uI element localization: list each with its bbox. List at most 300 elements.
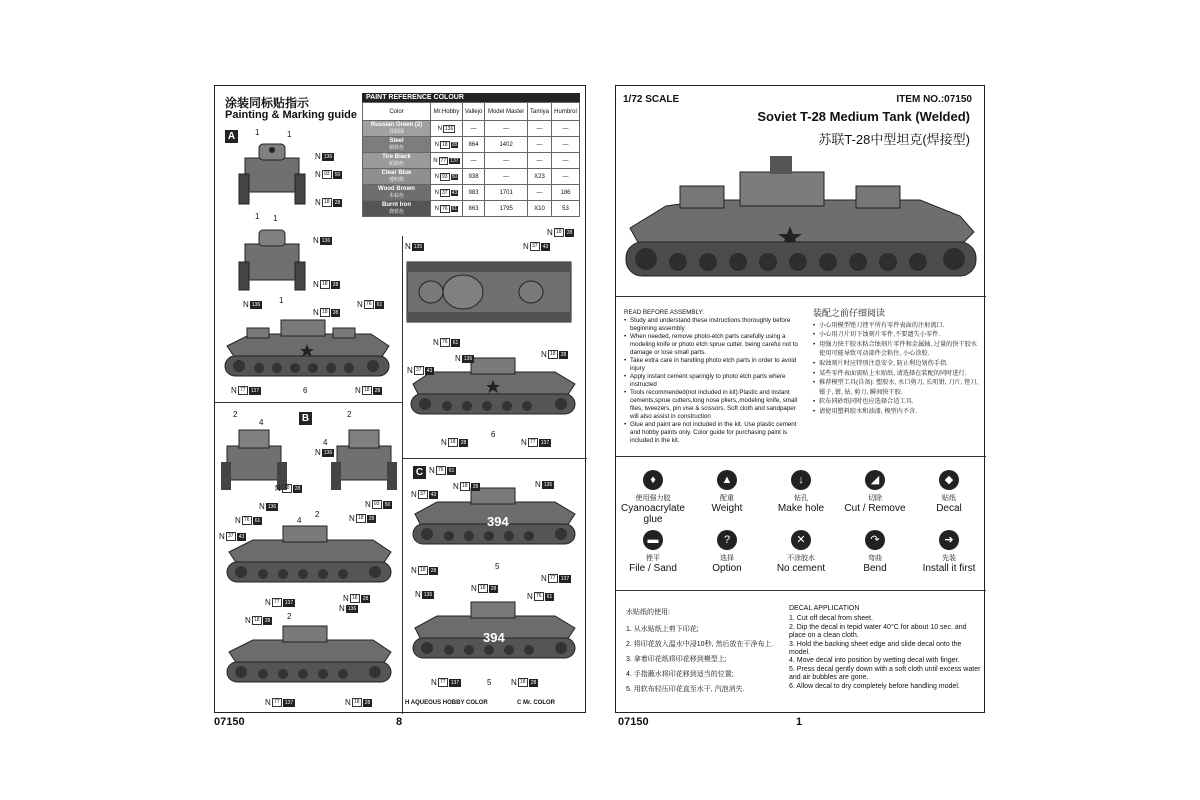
- callout-code: 136: [267, 503, 277, 510]
- symbol-label-en: Install it first: [922, 563, 976, 574]
- symbol-label-cn: 钻孔: [794, 495, 808, 502]
- part-number: 5: [495, 562, 500, 571]
- list-item: • 软布同砂纸同时也应选择合适工具.: [813, 397, 983, 407]
- callout-code: 18: [554, 228, 564, 237]
- symbol-weight: [690, 470, 764, 514]
- callout-code: 18: [478, 584, 488, 593]
- install-first-icon: ➜: [939, 530, 959, 550]
- list-item: 4. 手指蘸水将印花移到适当的位置;: [626, 671, 734, 678]
- callout-label: [527, 592, 554, 601]
- callout-label: [541, 350, 568, 359]
- callout-code-2: 28: [362, 595, 369, 602]
- left-page-code: 07150: [214, 716, 245, 728]
- symbol-cut-remove: [838, 470, 912, 514]
- code-prefix: N: [434, 173, 440, 180]
- callout-n: N: [245, 616, 251, 625]
- list-item: • Glue and paint are not included in the kit. Use plastic cement and hobby paints only. Color guide for purchasing paint is included in the kit.: [624, 421, 804, 445]
- paint-table-caption: PAINT REFERENCE COLOUR: [362, 93, 580, 102]
- callout-n: N: [365, 500, 371, 509]
- callout-code-2: 28: [560, 351, 567, 358]
- read-before-assembly-en: [624, 309, 804, 445]
- callout-code-2: 28: [334, 199, 341, 206]
- callout-n: N: [243, 300, 249, 309]
- part-number: 4: [323, 438, 328, 447]
- no-cement-icon: ✕: [791, 530, 811, 550]
- callout-code-2: 28: [430, 567, 437, 574]
- left-page-number: 8: [396, 716, 403, 728]
- model-master-code: —: [485, 121, 528, 137]
- list-item: 5. 用软布轻压印花直至水干, 汽泡消失.: [626, 686, 745, 693]
- divider: [616, 590, 986, 591]
- color-name: [363, 153, 431, 169]
- callout-label: [521, 438, 551, 447]
- symbol-label-cn: 配重: [720, 495, 734, 502]
- callout-code: 37: [418, 490, 428, 499]
- callout-code: 18: [548, 350, 558, 359]
- symbol-label-en: Bend: [863, 563, 887, 574]
- callout-n: N: [345, 698, 351, 707]
- callout-n: N: [235, 516, 241, 525]
- color-cn: 木棕色: [388, 192, 404, 199]
- tank-side-view-a-left: [221, 310, 393, 386]
- table-row: [363, 201, 580, 217]
- callout-label: [453, 482, 480, 491]
- color-cn: 苏联绿: [388, 128, 404, 135]
- callout-n: N: [265, 598, 271, 607]
- color-name: [363, 201, 431, 217]
- callout-label: [231, 386, 261, 395]
- callout-n: N: [415, 590, 421, 599]
- symbol-label-cn: 使用强力胶: [635, 495, 671, 502]
- list-item: 3. Hold the backing sheet edge and slide decal onto the model.: [789, 640, 962, 657]
- callout-code: 136: [347, 605, 357, 612]
- legend-mr-color: [517, 700, 555, 706]
- paint-table-header: [363, 103, 580, 121]
- tamiya-code: —: [528, 185, 552, 201]
- list-item: • 请使用塑料胶水和油漆, 模型内不含.: [813, 407, 983, 417]
- list-item: • When needed, remove photo-etch parts carefully using a modeling knife or photo etch sprue cutter. being careful not to damage or lose small parts.: [624, 333, 804, 357]
- scale-label: 1/72 SCALE: [623, 94, 680, 105]
- callout-n: N: [411, 566, 417, 575]
- paint-reference-table: [362, 93, 580, 217]
- table-row: [363, 153, 580, 169]
- code-value: 18: [442, 141, 448, 148]
- part-number: 2: [233, 410, 238, 419]
- color-cn: 烧铁色: [388, 208, 404, 215]
- callout-n: N: [315, 170, 321, 179]
- read-cn-heading: 装配之前仔细阅读: [813, 308, 886, 318]
- list-item: • Take extra care in handling photo etch parts in order to avoid injury: [624, 357, 804, 373]
- callout-label: [313, 236, 332, 245]
- list-item: 5. Press decal gently down with a soft cloth until excess water and air bubbles are gone.: [789, 665, 981, 682]
- callout-n: N: [455, 354, 461, 363]
- divider: [402, 458, 587, 459]
- callout-label: [245, 616, 272, 625]
- callout-n: N: [339, 604, 345, 613]
- callout-label: [455, 354, 474, 363]
- code-value: 77: [440, 157, 447, 164]
- mr-hobby-code: [431, 121, 463, 137]
- callout-code-2: 28: [364, 699, 371, 706]
- part-number: 4: [297, 516, 302, 525]
- symbol-label-en: Weight: [711, 503, 743, 514]
- callout-label: [431, 678, 461, 687]
- callout-n: N: [541, 574, 547, 583]
- callout-label: [441, 438, 468, 447]
- header-tamiya: Tamiya: [528, 103, 552, 121]
- color-en: Russian Green (2): [370, 121, 423, 128]
- color-name: [363, 185, 431, 201]
- part-number: 1: [255, 212, 260, 221]
- divider: [616, 456, 986, 457]
- painting-guide-title-en: Painting & Marking guide: [225, 109, 358, 121]
- callout-code-2: 28: [368, 515, 375, 522]
- callout-n: N: [265, 698, 271, 707]
- callout-code-2: 137: [450, 679, 460, 686]
- callout-n: N: [527, 592, 533, 601]
- callout-code: 18: [518, 678, 528, 687]
- painting-guide-page: [214, 85, 586, 713]
- list-item: • 推荐模型工具(自备): 塑胶水, 水口剪刀, 长咀钳, 刀片, 锉刀, 镊子, 钳, 钻, 剪刀, 瞬间快干胶.: [813, 378, 983, 397]
- callout-code-2: 43: [426, 367, 433, 374]
- callout-code-2: 137: [250, 387, 260, 394]
- callout-code-2: 28: [264, 617, 271, 624]
- callout-code: 18: [350, 594, 360, 603]
- humbrol-code: 186: [552, 185, 580, 201]
- callout-code-2: 28: [374, 387, 381, 394]
- callout-n: N: [471, 584, 477, 593]
- symbol-install-first: [912, 530, 986, 574]
- list-item: • Tools recommended(not included in kit):Plastic and instant cements,sprue cutters,long nose pliers,,modeling knife, small files, tweezers, pin vise & scissors. Soft cloth and sandpaper will also assist in construction: [624, 389, 804, 421]
- tamiya-code: X23: [528, 169, 552, 185]
- symbol-option: [690, 530, 764, 574]
- callout-label: [315, 152, 334, 161]
- model-master-code: 1701: [485, 185, 528, 201]
- callout-label: [547, 228, 574, 237]
- color-cn: 轮胎色: [388, 160, 404, 167]
- list-item: • 小心用刀片切下蚀刻片零件,不要遗失小零件.: [813, 330, 983, 340]
- callout-label: [315, 170, 342, 179]
- symbol-label-en: Cut / Remove: [844, 503, 906, 514]
- callout-n: N: [357, 300, 363, 309]
- tank-side-view-b2: [223, 616, 395, 692]
- vallejo-code: —: [462, 121, 484, 137]
- callout-code: 18: [448, 438, 458, 447]
- right-page-code: 07150: [618, 716, 649, 728]
- symbol-file-sand: [616, 530, 690, 574]
- callout-label: [365, 500, 392, 509]
- callout-code: 18: [322, 198, 332, 207]
- callout-label: [219, 532, 246, 541]
- callout-n: N: [429, 466, 435, 475]
- callout-n: N: [541, 350, 547, 359]
- symbol-bend: [838, 530, 912, 574]
- callout-label: [471, 584, 498, 593]
- list-item: • Apply instant cement sparingly to photo etch parts where instructed: [624, 373, 804, 389]
- symbol-label-en: Cyanoacrylate glue: [621, 503, 685, 525]
- callout-code: 18: [418, 566, 428, 575]
- callout-code-2: 43: [430, 491, 437, 498]
- decal-instructions-en: [789, 605, 984, 691]
- weight-icon: ▲: [717, 470, 737, 490]
- table-row: [363, 169, 580, 185]
- color-en: Burnt Iron: [382, 201, 411, 208]
- code-value: 136: [444, 125, 454, 132]
- callout-code-2: 61: [448, 467, 455, 474]
- callout-n: N: [547, 228, 553, 237]
- callout-label: [541, 574, 571, 583]
- model-master-code: —: [485, 169, 528, 185]
- drill-icon: ↓: [791, 470, 811, 490]
- callout-code-2: 28: [566, 229, 573, 236]
- callout-code-2: 137: [540, 439, 550, 446]
- callout-label: [315, 448, 334, 457]
- callout-n: N: [315, 152, 321, 161]
- section-a-marker: A: [225, 130, 238, 143]
- list-item: 4. Move decal into position by wetting decal with finger.: [789, 657, 960, 665]
- header-mr-hobby: Mr.Hobby: [431, 103, 463, 121]
- callout-label: [411, 566, 438, 575]
- code-prefix: N: [434, 205, 440, 212]
- callout-label: [405, 242, 424, 251]
- decal-instructions-cn: [626, 605, 791, 697]
- file-icon: ▬: [643, 530, 663, 550]
- read-before-assembly-cn: [813, 309, 983, 417]
- callout-code-2: 137: [284, 599, 294, 606]
- tank-profile-illustration: [620, 146, 982, 288]
- mr-hobby-code: [431, 169, 463, 185]
- callout-code-2: 28: [460, 439, 467, 446]
- callout-label: [511, 678, 538, 687]
- tamiya-code: —: [528, 121, 552, 137]
- callout-n: N: [431, 678, 437, 687]
- list-item: 3. 拿着印花纸将印花移到模型上;: [626, 656, 727, 663]
- callout-label: [411, 490, 438, 499]
- list-item: 1. Cut off decal from sheet.: [789, 615, 873, 623]
- callout-code: 76: [364, 300, 374, 309]
- hull-number-c2: 394: [483, 630, 505, 645]
- callout-code: 77: [528, 438, 538, 447]
- list-item: 1. 从水贴纸上剪下印花;: [626, 626, 699, 633]
- tank-title-en: Soviet T-28 Medium Tank (Welded): [757, 109, 970, 124]
- code-value: 93: [442, 173, 448, 180]
- code-value-2: 43: [451, 189, 458, 196]
- humbrol-code: 53: [552, 201, 580, 217]
- vallejo-code: —: [462, 153, 484, 169]
- symbol-label-cn: 不涂胶水: [787, 555, 815, 562]
- callout-label: [339, 604, 358, 613]
- vallejo-code: 863: [462, 201, 484, 217]
- mr-hobby-code: [431, 153, 463, 169]
- model-master-code: 1795: [485, 201, 528, 217]
- table-row: [363, 121, 580, 137]
- legend-label: Mr. COLOR: [523, 700, 556, 706]
- callout-n: N: [355, 386, 361, 395]
- symbol-label-en: File / Sand: [629, 563, 677, 574]
- symbol-label-en: Decal: [936, 503, 962, 514]
- legend-label: AQUEOUS HOBBY COLOR: [410, 700, 488, 706]
- vallejo-code: 938: [462, 169, 484, 185]
- humbrol-code: —: [552, 169, 580, 185]
- callout-label: [265, 598, 295, 607]
- tank-side-view-b1: [223, 516, 395, 592]
- section-c-marker: C: [413, 466, 426, 479]
- callout-code-2: 50: [384, 501, 391, 508]
- callout-code-2: 50: [334, 171, 341, 178]
- callout-label: [535, 480, 554, 489]
- callout-code-2: 61: [376, 301, 383, 308]
- tank-top-view: [401, 256, 577, 328]
- color-en: Steel: [389, 137, 404, 144]
- header-color: Color: [363, 103, 431, 121]
- vallejo-code: 864: [462, 137, 484, 153]
- callout-n: N: [433, 338, 439, 347]
- symbol-label-cn: 选择: [720, 555, 734, 562]
- callout-label: [355, 386, 382, 395]
- decal-cn-heading: 水贴纸的使用:: [626, 609, 670, 616]
- glue-icon: ♦: [643, 470, 663, 490]
- humbrol-code: —: [552, 137, 580, 153]
- part-number: 4: [259, 418, 264, 427]
- callout-code-2: 61: [254, 517, 261, 524]
- callout-code: 18: [460, 482, 470, 491]
- code-prefix: N: [433, 157, 438, 164]
- humbrol-code: —: [552, 153, 580, 169]
- symbol-decal: [912, 470, 986, 514]
- code-value-2: 50: [451, 173, 458, 180]
- callout-code-2: 28: [332, 281, 339, 288]
- list-item: 2. Dip the decal in tepid water 40°C for about 10 sec. and place on a clean cloth.: [789, 623, 967, 640]
- callout-label: [415, 590, 434, 599]
- legend-aqueous: [405, 700, 488, 706]
- callout-code: 135: [413, 243, 423, 250]
- divider: [402, 402, 403, 714]
- code-value-2: 28: [451, 141, 458, 148]
- callout-n: N: [313, 236, 319, 245]
- list-item: 6. Allow decal to dry completely before handling model.: [789, 682, 960, 690]
- callout-code-2: 28: [294, 485, 301, 492]
- header-model-master: Model Master: [485, 103, 528, 121]
- callout-label: [275, 484, 302, 493]
- table-row: [363, 185, 580, 201]
- callout-code: 76: [534, 592, 544, 601]
- callout-label: [265, 698, 295, 707]
- color-en: Wood Brown: [378, 185, 415, 192]
- callout-code: 18: [252, 616, 262, 625]
- part-number: 5: [487, 678, 492, 687]
- code-value-2: 61: [451, 205, 458, 212]
- item-number: ITEM NO.:07150: [896, 94, 972, 105]
- part-number: 2: [347, 410, 352, 419]
- callout-n: N: [259, 502, 265, 511]
- part-number: 2: [287, 612, 292, 621]
- header-vallejo: Vallejo: [462, 103, 484, 121]
- part-number: 6: [303, 386, 308, 395]
- callout-n: N: [441, 438, 447, 447]
- callout-label: [343, 594, 370, 603]
- decal-icon: ◆: [939, 470, 959, 490]
- callout-code: 77: [548, 574, 558, 583]
- callout-n: N: [313, 308, 319, 317]
- callout-label: [345, 698, 372, 707]
- callout-n: N: [405, 242, 411, 251]
- part-number: 6: [491, 430, 496, 439]
- callout-code: 136: [543, 481, 553, 488]
- callout-code-2: 137: [560, 575, 570, 582]
- tank-rear-view-b1: [331, 424, 397, 494]
- callout-code: 18: [352, 698, 362, 707]
- right-page-number: 1: [796, 716, 803, 728]
- tank-side-view-a-right: [407, 354, 579, 422]
- code-prefix: N: [434, 189, 440, 196]
- divider: [215, 402, 402, 403]
- header-humbrol: Humbrol: [552, 103, 580, 121]
- symbol-label-cn: 先装: [942, 555, 956, 562]
- color-name: [363, 121, 431, 137]
- color-en: Clear Blue: [381, 169, 412, 176]
- callout-label: [433, 338, 460, 347]
- decal-en-heading: DECAL APPLICATION: [789, 605, 860, 612]
- model-master-code: 1402: [485, 137, 528, 153]
- callout-code: 136: [251, 301, 261, 308]
- callout-label: [235, 516, 262, 525]
- callout-code: 136: [323, 449, 333, 456]
- color-cn: 钢铁色: [388, 144, 404, 151]
- hull-number-c1: 394: [487, 514, 509, 529]
- callout-label: [313, 280, 340, 289]
- callout-code: 77: [238, 386, 248, 395]
- section-b-marker: B: [299, 412, 312, 425]
- symbol-label-cn: 切除: [868, 495, 882, 502]
- tamiya-code: —: [528, 153, 552, 169]
- callout-code: 18: [320, 308, 330, 317]
- symbol-label-cn: 锉平: [646, 555, 660, 562]
- callout-code: 37: [530, 242, 540, 251]
- mr-hobby-code: [431, 185, 463, 201]
- tank-rear-view-a: [237, 226, 307, 294]
- callout-n: N: [315, 198, 321, 207]
- callout-code-2: 28: [490, 585, 497, 592]
- callout-code-2: 61: [452, 339, 459, 346]
- callout-code: 76: [436, 466, 446, 475]
- tank-front-view-a1: [237, 136, 307, 208]
- callout-n: N: [313, 280, 319, 289]
- code-prefix: N: [434, 141, 440, 148]
- tank-title-cn: 苏联T-28中型坦克(焊接型): [818, 132, 970, 147]
- callout-code: 136: [321, 237, 331, 244]
- callout-code: 136: [323, 153, 333, 160]
- list-item: • 用强力快干胶水粘合蚀刻片零件和金属轴, 过量的快干胶水使用可能导致可动部件会粘住, 小心涂胶.: [813, 340, 983, 359]
- callout-label: [243, 300, 262, 309]
- callout-code-2: 28: [530, 679, 537, 686]
- callout-code: 37: [226, 532, 236, 541]
- callout-label: [315, 198, 342, 207]
- callout-code: 18: [356, 514, 366, 523]
- callout-n: N: [535, 480, 541, 489]
- part-number: 1: [255, 128, 260, 137]
- callout-n: N: [453, 482, 459, 491]
- cover-instructions-page: [615, 85, 985, 713]
- callout-code: 76: [242, 516, 252, 525]
- symbol-make-hole: [764, 470, 838, 514]
- code-value: 76: [442, 205, 448, 212]
- callout-code-2: 43: [238, 533, 245, 540]
- callout-n: N: [275, 484, 281, 493]
- code-prefix: N: [437, 125, 442, 132]
- symbol-label-cn: 弯曲: [868, 555, 882, 562]
- callout-n: N: [407, 366, 413, 375]
- bend-icon: ↷: [865, 530, 885, 550]
